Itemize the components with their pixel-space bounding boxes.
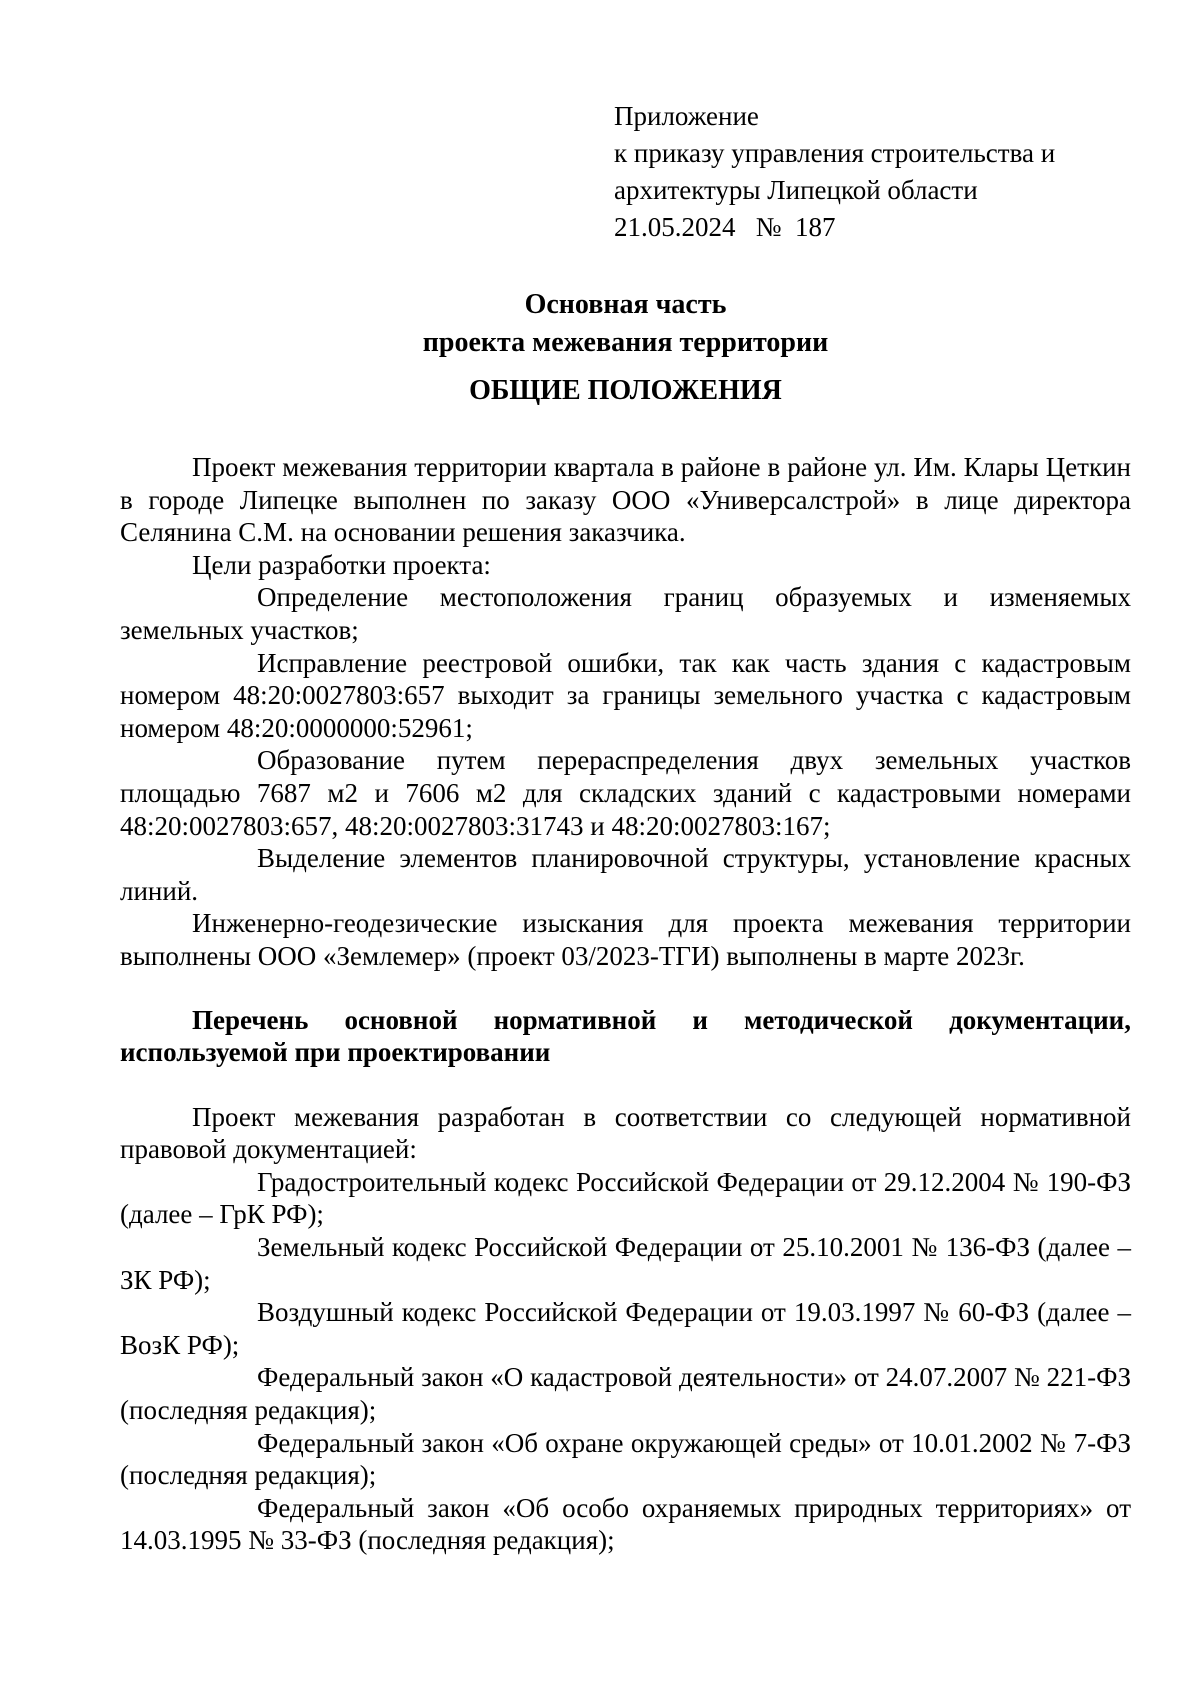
goal-item: Образование путем перераспределения двух земельных участков площадью 7687 м2 и 7606 м2 для складских зданий с кадастровыми номерами 48:20:0027803:657, 48:20:0027803:31743 и 48:20:0027803:167; (120, 745, 1131, 841)
appendix-date-number: 21.05.2024 № 187 (614, 212, 836, 242)
norm-item: Земельный кодекс Российской Федерации от 25.10.2001 № 136-ФЗ (далее – ЗК РФ); (120, 1232, 1131, 1295)
paragraph-intro: Проект межевания территории квартала в районе в районе ул. Им. Клары Цеткин в городе Липецке выполнен по заказу ООО «Универсалстрой» в лице директора Селянина С.М. на основании решения заказчика. (120, 452, 1131, 548)
goal-item: Исправление реестровой ошибки, так как часть здания с кадастровым номером 48:20:0027803:657 выходит за границы земельного участка с кадастровым номером 48:20:0000000:52961; (120, 647, 1131, 743)
document-body (120, 451, 1131, 1557)
goal-item: Определение местоположения границ образуемых и изменяемых земельных участков; (120, 582, 1131, 645)
norm-item: Воздушный кодекс Российской Федерации от 19.03.1997 № 60-ФЗ (далее – ВозК РФ); (120, 1297, 1131, 1360)
norm-item: Градостроительный кодекс Российской Федерации от 29.12.2004 № 190-ФЗ (далее – ГрК РФ); (120, 1166, 1131, 1230)
spacer (120, 1069, 1131, 1101)
appendix-order-line: к приказу управления строительства и (614, 138, 1056, 168)
section-heading-norms: Перечень основной нормативной и методической документации, используемой при проектировании (120, 1004, 1131, 1068)
norm-item: Федеральный закон «Об особо охраняемых природных территориях» от 14.03.1995 № 33-ФЗ (последняя редакция); (120, 1492, 1131, 1556)
appendix-block (614, 98, 1055, 246)
norm-item: Федеральный закон «О кадастровой деятельности» от 24.07.2007 № 221-ФЗ (последняя редакция); (120, 1362, 1131, 1426)
document-subtitle: проекта межевания территории (422, 327, 829, 358)
paragraph-survey: Инженерно-геодезические изыскания для проекта межевания территории выполнены ООО «Землемер» (проект 03/2023-ТГИ) выполнены в марте 2023г. (120, 908, 1131, 971)
spacer (120, 973, 1131, 1004)
norm-item: Федеральный закон «Об охране окружающей среды» от 10.01.2002 № 7-ФЗ (последняя редакция); (120, 1427, 1131, 1491)
section-heading-general: ОБЩИЕ ПОЛОЖЕНИЯ (469, 375, 782, 406)
document-title: Основная часть (524, 289, 727, 320)
paragraph-norms-intro: Проект межевания разработан в соответствии со следующей нормативной правовой документацией: (120, 1101, 1131, 1165)
goals-label: Цели разработки проекта: (192, 549, 491, 580)
appendix-title: Приложение (614, 101, 759, 131)
document-title-block (120, 286, 1131, 410)
goal-item: Выделение элементов планировочной структуры, установление красных линий. (120, 843, 1131, 906)
appendix-authority-line: архитектуры Липецкой области (614, 175, 978, 205)
